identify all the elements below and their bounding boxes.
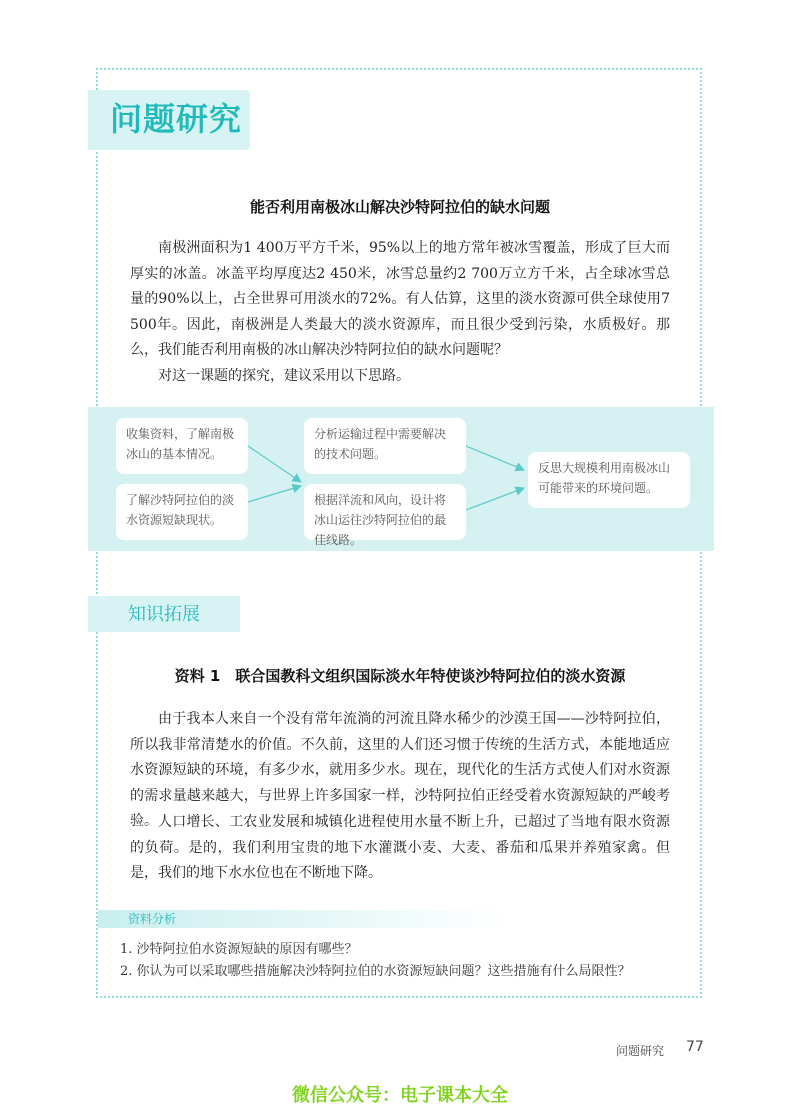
- topic-title: 能否利用南极冰山解决沙特阿拉伯的缺水问题: [249, 198, 550, 216]
- intro-paragraph-1: 南极洲面积为1 400万平方千米，95%以上的地方常年被冰雪覆盖，形成了巨大而厚实的冰盖。冰盖平均厚度达2 450米，冰雪总量约2 700万立方千米，占全球冰雪总量的90%以上，占全世界可用淡水的72%。有人估算，这里的淡水资源可供全球使用7 500年。因此，南极洲是人类最大的淡水资源库，而且很少受到污染，水质极好。那么，我们能否利用南极的冰山解决沙特阿拉伯的缺水问题呢？: [130, 240, 670, 358]
- flow-box-collect-info: 收集资料，了解南极冰山的基本情况。: [116, 418, 248, 474]
- intro-paragraph-2: 对这一课题的探究，建议采用以下思路。: [158, 368, 410, 384]
- material-paragraph-1: 由于我本人来自一个没有常年流淌的河流且降水稀少的沙漠王国——沙特阿拉伯，所以我非常清楚水的价值。不久前，这里的人们还习惯于传统的生活方式，本能地适应水资源短缺的环境，有多少水，就用多少水。现在，现代化的生活方式使人们对水资源的需求量越来越大，与世界上许多国家一样，沙特阿拉伯正经受着水资源短缺的严峻考验。: [130, 711, 670, 829]
- question-2: 2. 你认为可以采取哪些措施解决沙特阿拉伯的水资源短缺问题？这些措施有什么局限性？: [120, 964, 631, 979]
- flow-box-route-design: 根据洋流和风向，设计将冰山运往沙特阿拉伯的最佳线路。: [304, 484, 466, 540]
- arrow-box1-to-box4: [248, 446, 301, 482]
- analysis-label: 资料分析: [128, 912, 177, 926]
- question-1: 1. 沙特阿拉伯水资源短缺的原因有哪些？: [120, 942, 358, 957]
- flow-box-transport-issues: 分析运输过程中需要解决的技术问题。: [304, 418, 466, 474]
- page-number: 77: [686, 1039, 704, 1055]
- flow-box-shortage-status: 了解沙特阿拉伯的淡水资源短缺现状。: [116, 484, 248, 540]
- footer-label: 问题研究: [616, 1044, 665, 1058]
- section-title: 问题研究: [110, 100, 243, 138]
- extension-title: 知识拓展: [128, 604, 200, 625]
- material-paragraph-2: 人口增长、工农业发展和城镇化进程使用水量不断上升，已超过了当地有限水资源的负荷。是的，我们利用宝贵的地下水灌溉小麦、大麦、番茄和瓜果并养殖家禽。但是，我们的地下水水位也在不断地下降。: [130, 814, 670, 881]
- arrow-box3-to-box5: [466, 446, 524, 470]
- flow-box-environment: 反思大规模利用南极冰山可能带来的环境问题。: [528, 452, 690, 508]
- analysis-bar: [98, 910, 684, 928]
- material-title: 资料 1 联合国教科文组织国际淡水年特使谈沙特阿拉伯的淡水资源: [174, 667, 626, 685]
- arrow-box4-to-box5: [466, 488, 524, 510]
- watermark: 微信公众号：电子课本大全: [292, 1085, 508, 1106]
- arrow-box2-to-box4: [248, 486, 301, 502]
